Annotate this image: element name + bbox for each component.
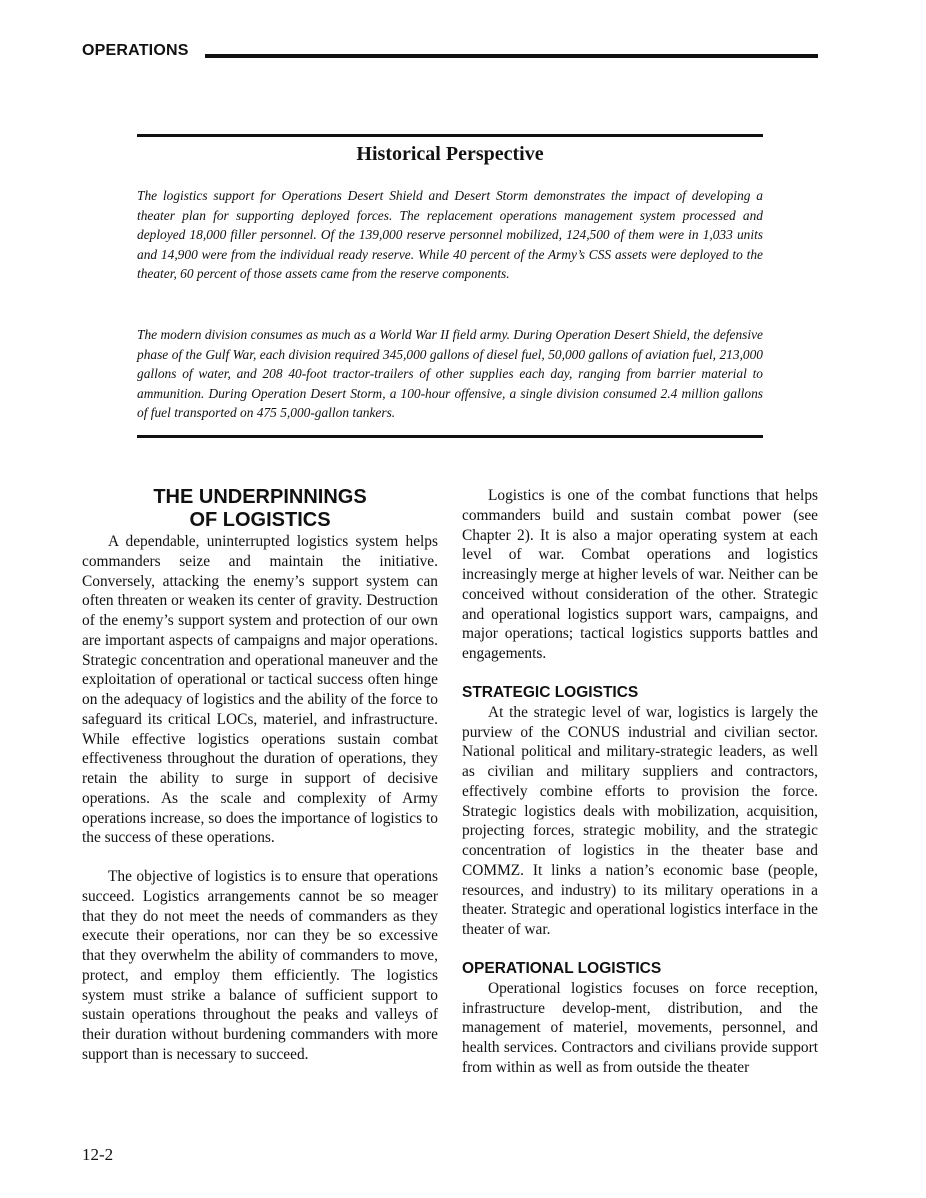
section-header: OPERATIONS bbox=[82, 42, 189, 59]
right-column bbox=[462, 486, 818, 1078]
box-bottom-rule bbox=[137, 435, 763, 438]
body-paragraph: The objective of logistics is to ensure that operations succeed. Logistics arrangements cannot be so meager that they do not meet the needs of commanders as they execute their operations, nor can they be so excessive that they overwhelm the ability of commanders to move, protect, and employ them efficiently. The logistics system must strike a balance of sufficient support to sustain operations throughout the peaks and valleys of their duration without burdening commanders with more support than is necessary to succeed. bbox=[82, 868, 438, 1063]
body-paragraph: Logistics is one of the combat functions that helps commanders build and sustain combat power (see Chapter 2). It is also a major operating system at each level of war. Combat operations and logistics increasingly merge at higher levels of war. Neither can be conceived without consideration of the other. Strategic and operational logistics support wars, campaigns, and major operations; tactical logistics supports battles and engagements. bbox=[462, 487, 818, 662]
heading-line: THE UNDERPINNINGS bbox=[153, 486, 367, 508]
body-paragraph: A dependable, uninterrupted logistics system helps commanders seize and maintain the initiative. Conversely, attacking the enemy’s support system can often threaten or weaken its center of gravity. Destruction of the enemy’s support system and protection of our own are important aspects of campaigns and major operations. Strategic concentration and operational maneuver and the exploitation of operational or tactical success often hinge on the adequacy of logistics and the ability of the force to safeguard its critical LOCs, materiel, and infrastructure. While effective logistics operations sustain combat effectiveness throughout the duration of operations, they retain the ability to surge in support of decisive operations. As the scale and complexity of Army operations increase, so does the importance of logistics to the success of these operations. bbox=[82, 533, 438, 847]
subsection-heading: OPERATIONAL LOGISTICS bbox=[462, 959, 662, 977]
left-column bbox=[82, 486, 438, 1065]
page-number: 12-2 bbox=[82, 1145, 114, 1164]
box-title: Historical Perspective bbox=[356, 143, 544, 165]
body-paragraph: At the strategic level of war, logistics is largely the purview of the CONUS industrial and civilian sector. National political and military-strategic leaders, as well as civilian and military suppliers and contractors, effectively combine efforts to provision the force. Strategic logistics deals with mobilization, acquisition, projecting forces, strategic mobility, and the strategic concentration of logistics in the theater base and COMMZ. It links a nation’s economic base (people, resources, and industry) to its military operations in a theater. Strategic and operational logistics interface in the theater of war. bbox=[462, 703, 818, 938]
box-paragraph: The modern division consumes as much as a World War II field army. During Operation Desert Shield, the defensive phase of the Gulf War, each division required 345,000 gallons of diesel fuel, 50,000 gallons of aviation fuel, 213,000 gallons of water, and 208 40-foot tractor-trailers of other supplies each day, ranging from barrier material to ammunition. During Operation Desert Storm, a 100-hour offensive, a single division consumed 2.4 million gallons of fuel transported on 475 5,000-gallon tankers. bbox=[137, 327, 763, 421]
box-top-rule bbox=[137, 134, 763, 137]
body-paragraph: Operational logistics focuses on force reception, infrastructure develop-ment, distribution, and the management of materiel, movements, personnel, and health services. Contractors and civilians provide support from within as well as from outside the theater bbox=[462, 979, 818, 1076]
subsection-heading: STRATEGIC LOGISTICS bbox=[462, 683, 639, 701]
header-rule bbox=[205, 54, 818, 58]
heading-line: OF LOGISTICS bbox=[189, 509, 331, 531]
section-heading bbox=[82, 486, 438, 532]
box-paragraph: The logistics support for Operations Desert Shield and Desert Storm demonstrates the impact of developing a theater plan for supporting deployed forces. The replacement operations management system processed and deployed 18,000 filler personnel. Of the 139,000 reserve personnel mobilized, 124,500 of them were in 1,033 units and 14,900 were from the individual ready reserve. While 40 percent of the Army’s CSS assets were deployed to the theater, 60 percent of those assets came from the reserve components. bbox=[137, 188, 763, 282]
